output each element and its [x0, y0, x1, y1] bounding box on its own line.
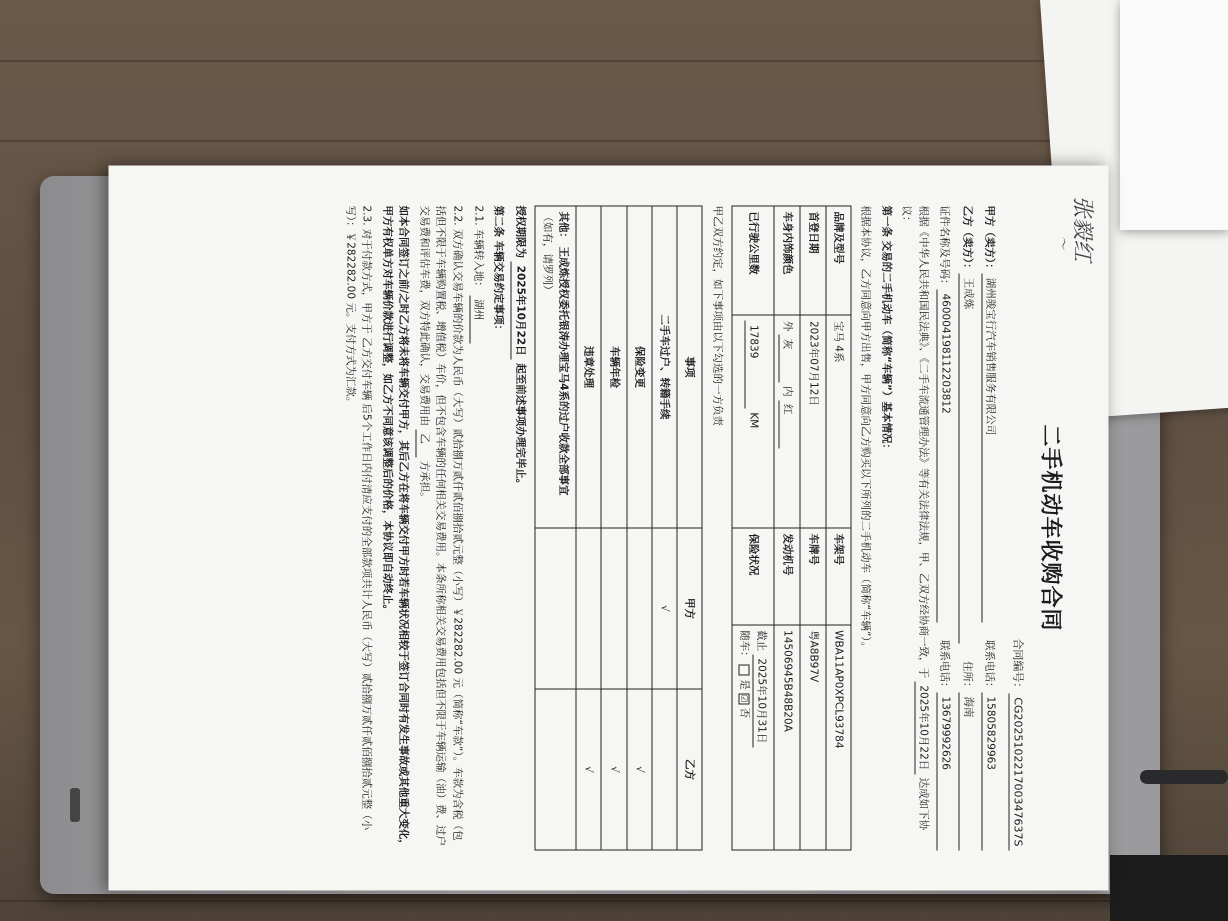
insurance-until: 2025年10月31日	[752, 654, 769, 747]
contract-title: 二手机动车收购合同	[1037, 424, 1063, 632]
party-b-phone: 13679992626	[937, 693, 954, 851]
handwritten-mark: ～	[1054, 235, 1071, 250]
party-b-row	[959, 206, 976, 851]
preamble-tail: 达成如下协议：	[900, 205, 930, 831]
mileage-label: 已行驶公里数	[732, 206, 775, 315]
other-note: （如有，请罗列）	[541, 211, 554, 296]
contract-sheet	[109, 166, 1109, 891]
row-item: 违章处理	[576, 206, 601, 528]
party-a-row	[981, 206, 998, 851]
contract-number-label: 合同编号：	[1011, 638, 1025, 694]
plate-label: 车牌号	[800, 528, 825, 625]
header-party-b: 乙方	[677, 689, 702, 850]
deadline-label: 授权期限为	[514, 205, 527, 258]
preamble-text: 根据《中华人民共和国民法典》、《二手车流通管理办法》等有关法律法规，甲、乙双方经协商一致，于	[917, 205, 930, 678]
handwritten-signature: 张毅红	[1069, 195, 1095, 262]
vehicle-table	[731, 206, 851, 851]
table-row	[652, 206, 677, 850]
row-party-a	[576, 528, 601, 689]
clause-2-1	[469, 206, 486, 851]
row-party-b	[652, 689, 677, 850]
background-document	[1120, 0, 1228, 230]
color-label: 车身内饰颜色	[774, 206, 800, 315]
table-row	[535, 206, 577, 850]
article-1-intro: 根据本协议，乙方同意向甲方出售，甲方同意向乙方购买以下所列的二手机动车（简称“车辆”）。	[859, 205, 872, 653]
contract-sheet-wrapper	[108, 166, 1108, 891]
clause-2-3: 2.3. 对于付款方式，甲方于 乙方交付车辆 后5个工作日内付清应支付的全部款项共计人民币（大写）贰拾捌万贰仟贰佰捌拾贰元整（小写）：￥282282.00 元。支付方式为汇款。	[344, 205, 373, 831]
id-row	[937, 206, 954, 851]
responsibility-table	[534, 206, 703, 851]
plate-value: 粤A8B97V	[800, 625, 825, 850]
engine-label: 发动机号	[774, 528, 800, 625]
row-party-b: √	[576, 689, 601, 850]
yes-label: 是	[738, 679, 751, 690]
interior-color: 红	[779, 400, 796, 448]
row-party-a	[627, 528, 652, 689]
clause-2-2-bold: 如本合同签订之前/之时乙方将未将车辆交付甲方，其后乙方在将车辆交付甲方时若车辆状况相较于签订合同时有发生事故或其他重大变化，甲方有权单方对车辆价款进行调整，如乙方不同意该调整后的价格，本协议即自动终止。	[381, 205, 410, 850]
party-b-label: 乙方（卖方）：	[961, 205, 974, 274]
reg-date-label: 首登日期	[800, 206, 825, 315]
vin-value: WBA11AP0XPCL93784	[826, 625, 851, 850]
clause-2-2-party: 乙	[415, 429, 432, 457]
interior-label: 内	[781, 386, 794, 397]
deadline-line	[511, 206, 528, 851]
insurance-label: 保险状况	[732, 528, 775, 625]
color-value	[774, 315, 800, 528]
clause-2-2-tail: 方承担。	[418, 460, 431, 503]
mileage-unit: KM	[747, 412, 760, 429]
id-label: 证件名称及号码：	[938, 205, 951, 290]
brand-value: 宝马 4系	[826, 315, 851, 528]
preamble-date: 2025年10月22日	[914, 681, 931, 774]
header-item: 事项	[677, 206, 702, 528]
cable	[1140, 770, 1228, 784]
row-item: 车辆年检	[601, 206, 626, 528]
table-row	[576, 206, 601, 850]
row-party-b	[535, 689, 577, 850]
clause-2-2-text: 2.2. 双方确认交易车辆的价款为人民币（大写）贰拾捌万贰仟贰佰捌拾贰元整（小写）￥282282.00 元（简称“车款”）。车款为含税（包括但不限于车辆购置税、增值税）车价，但不包含车辆的任何相关交易费用。本条所称相关交易费用包括但不限于车辆运输（油）费、过户交易费和评估车费，双方特此确认，交易费用由	[418, 205, 464, 846]
laptop-button	[70, 788, 80, 822]
exterior-color: 灰	[779, 335, 796, 383]
engine-value: 14506945B48B20A	[774, 625, 800, 850]
deadline-tail: 起至前述事项办理完毕止。	[514, 363, 527, 490]
black-device	[1110, 855, 1228, 921]
article-1-title: 第一条 交易的二手机动车（简称“车辆”）基本情况：	[880, 205, 893, 454]
insurance-value	[732, 625, 775, 850]
table-row	[627, 206, 652, 850]
row-party-a	[535, 528, 577, 689]
clause-2-1-text: 2.1. 车辆转入地：	[472, 205, 485, 292]
exterior-label: 外	[781, 320, 794, 332]
article-2-title: 第二条 车辆交易约定事项：	[492, 205, 505, 336]
desk-grain	[0, 140, 1228, 142]
yes-checkbox[interactable]	[739, 665, 750, 676]
reg-date-value: 2023年07月12日	[800, 315, 825, 528]
preamble	[898, 206, 932, 851]
other-item-text: 其他： 王成炼授权委托银涛办理宝马4系的过户收款全部事宜	[557, 211, 570, 496]
responsibility-intro: 甲乙双方约定，如下事项由以下勾选的一方负责	[711, 205, 724, 426]
table-row	[601, 206, 626, 850]
row-party-b: √	[627, 689, 652, 850]
row-party-b: √	[601, 689, 626, 850]
party-a-label: 甲方（卖方）：	[983, 205, 996, 274]
party-b-address-label: 住所：	[961, 661, 974, 693]
party-a-phone-label: 联系电话：	[983, 640, 996, 693]
mileage-value: 17839	[744, 321, 761, 409]
party-a-phone: 15805829963	[981, 693, 998, 851]
party-b-phone-label: 联系电话：	[938, 640, 951, 693]
row-item-other	[535, 206, 577, 528]
party-a-name: 湖州骏宝行汽车销售服务有限公司	[981, 274, 998, 622]
header-party-a: 甲方	[677, 528, 702, 689]
no-label: 否	[738, 707, 751, 718]
mileage-value-cell	[732, 315, 775, 528]
party-b-name: 王成炼	[959, 274, 976, 643]
desk-grain	[0, 900, 1228, 902]
row-party-a: √	[652, 528, 677, 689]
party-b-address: 海南	[959, 693, 976, 851]
with-car-label: 随车：	[738, 630, 751, 662]
clause-2-2	[415, 206, 465, 851]
insurance-until-label: 截止	[755, 630, 768, 652]
row-party-a	[601, 528, 626, 689]
vin-label: 车架号	[826, 528, 851, 625]
brand-label: 品牌及型号	[826, 206, 851, 315]
contract-number	[1008, 206, 1026, 851]
contract-number-value: CG202510221700347637S	[1008, 693, 1026, 850]
row-item: 保险变更	[627, 206, 652, 528]
deadline-date: 2025年10月22日	[511, 262, 528, 360]
no-checkbox[interactable]: ☑	[739, 695, 749, 703]
id-number: 460004198112203812	[937, 290, 954, 623]
row-item: 二手车过户、转籍手续	[652, 206, 677, 528]
clause-2-1-value: 湖州	[469, 295, 486, 343]
